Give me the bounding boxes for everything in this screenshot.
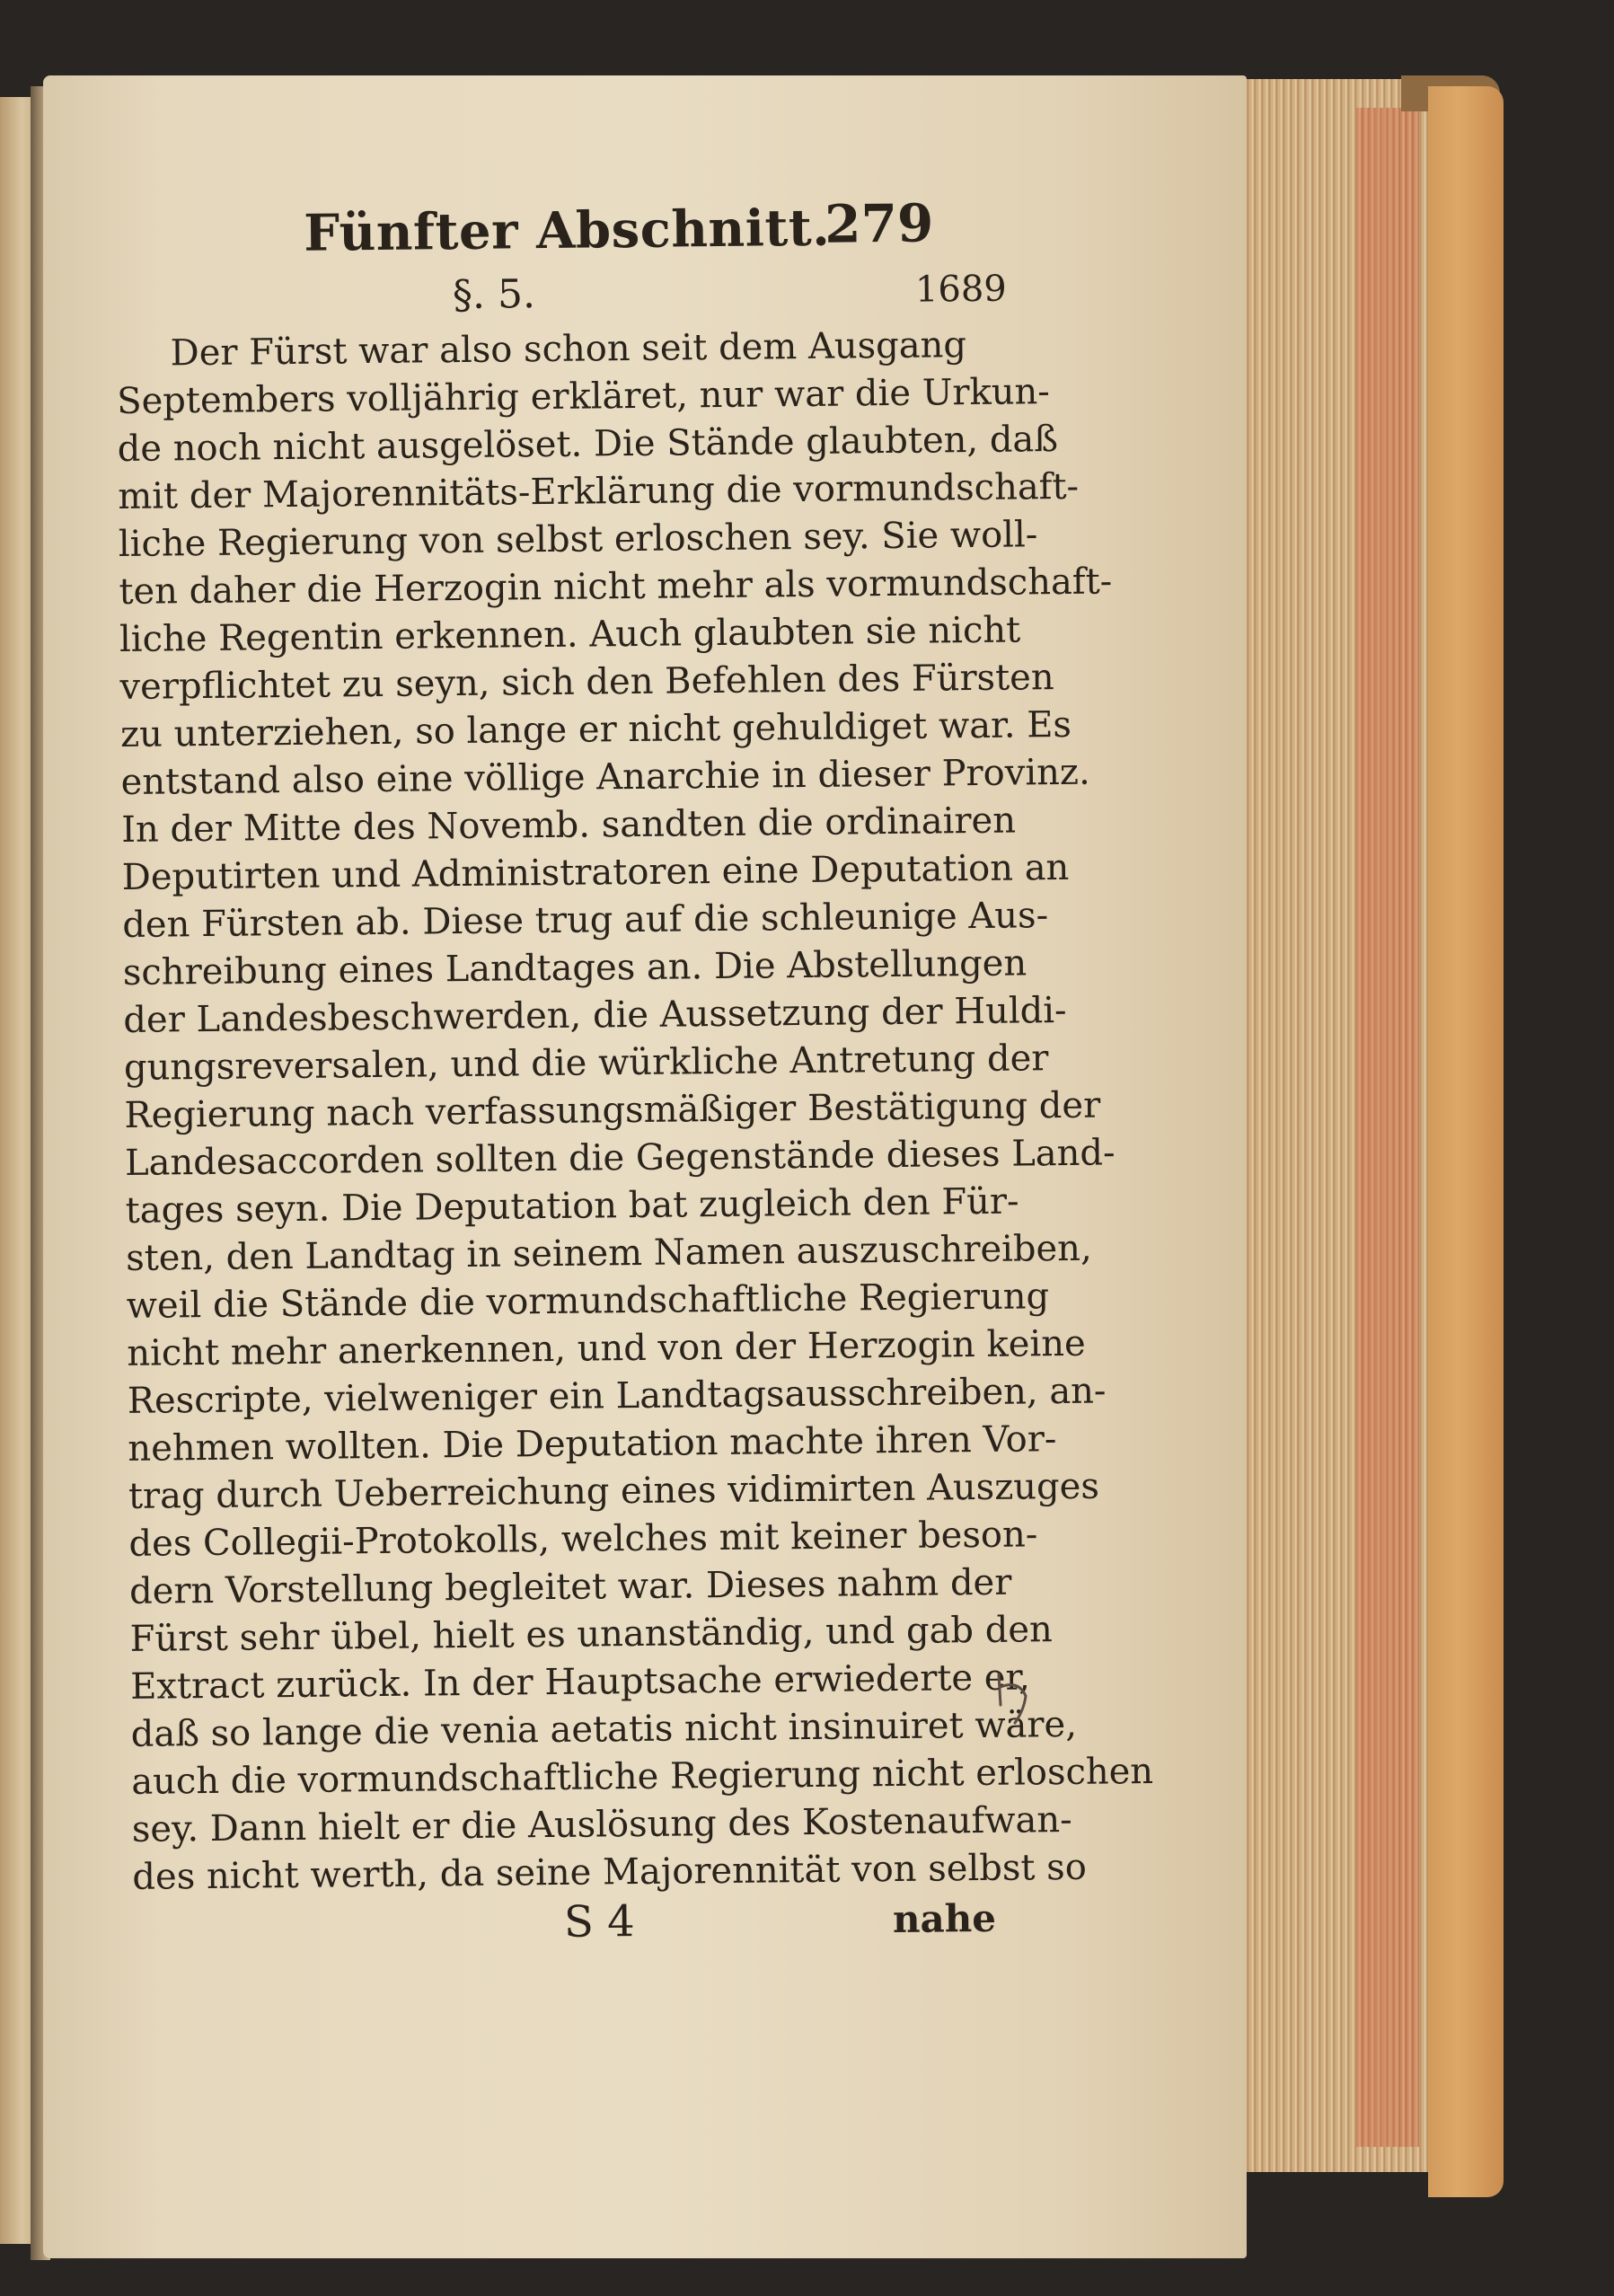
running-header	[115, 192, 1014, 275]
page-footer	[133, 1894, 1032, 1956]
page-text-block	[115, 192, 1154, 1957]
text-line: liche Regentin erkennen. Auch glaubten sie nicht	[119, 609, 1021, 660]
body-text	[116, 322, 1154, 1902]
pencil-mark	[992, 1669, 1033, 1732]
text-line: Landesaccorden sollten die Gegenstände dieses Land-	[124, 1132, 1116, 1184]
page-number: 279	[824, 192, 934, 255]
text-line: Extract zurück. In der Hauptsache erwiederte er,	[129, 1656, 1031, 1708]
text-line: trag durch Ueberreichung eines vidimirten Auszuges	[128, 1465, 1100, 1517]
text-line: der Landesbeschwerden, die Aussetzung der Huldi-	[123, 989, 1067, 1041]
text-line: den Fürsten ab. Diese trug auf die schleunige Aus-	[122, 895, 1049, 946]
text-line: schreibung eines Landtages an. Die Abstellungen	[122, 942, 1027, 993]
text-line: des Collegii-Protokolls, welches mit keiner beson-	[128, 1514, 1038, 1565]
text-line: sten, den Landtag in seinem Namen auszuschreiben,	[125, 1227, 1092, 1279]
text-line: des nicht werth, da seine Majorennität von selbst so	[132, 1846, 1088, 1898]
chapter-title: Fünfter Abschnitt.	[303, 198, 831, 263]
text-line: de noch nicht ausgelöset. Die Stände glaubten, daß	[117, 419, 1059, 470]
text-line: nehmen wollten. Die Deputation machte ihren Vor-	[128, 1418, 1057, 1470]
text-line: weil die Stände die vormundschaftliche Regierung	[126, 1276, 1050, 1327]
text-line: daß so lange die venia aetatis nicht insinuiret wäre,	[130, 1703, 1078, 1755]
text-line: mit der Majorennitäts-Erklärung die vormundschaft-	[118, 465, 1080, 517]
text-line: Regierung nach verfassungsmäßiger Bestätigung der	[124, 1084, 1101, 1136]
red-page-edges	[1356, 108, 1419, 2147]
book-cover-edge	[1428, 86, 1504, 2197]
text-line: Rescripte, vielweniger ein Landtagsausschreiben, an-	[127, 1370, 1107, 1422]
text-line: zu unterziehen, so lange er nicht gehuldiget war. Es	[119, 703, 1072, 755]
text-line: gungsreversalen, und die würkliche Antretung der	[123, 1038, 1049, 1089]
text-line: Fürst sehr übel, hielt es unanständig, und gab den	[129, 1609, 1053, 1660]
section-mark: §. 5.	[452, 271, 536, 319]
text-line: verpflichtet zu seyn, sich den Befehlen des Fürsten	[119, 657, 1054, 708]
section-heading-row	[116, 266, 1015, 331]
catchword: nahe	[892, 1895, 997, 1942]
text-line: auch die vormundschaftliche Regierung nicht erloschen	[131, 1750, 1154, 1803]
text-line: In der Mitte des Novemb. sandten die ordinairen	[120, 799, 1017, 851]
text-line: liche Regierung von selbst erloschen sey. Sie woll-	[118, 514, 1038, 565]
text-line: tages seyn. Die Deputation bat zugleich den Für-	[125, 1180, 1019, 1232]
text-line: ten daher die Herzogin nicht mehr als vormundschaft-	[119, 561, 1113, 613]
text-line: dern Vorstellung begleitet war. Dieses nahm der	[128, 1561, 1012, 1612]
text-line: Septembers volljährig erkläret, nur war die Urkun-	[116, 371, 1051, 422]
signature-mark: S 4	[563, 1896, 635, 1947]
text-line: sey. Dann hielt er die Auslösung des Kostenaufwan-	[131, 1798, 1072, 1850]
text-line: entstand also eine völlige Anarchie in dieser Provinz.	[120, 751, 1090, 803]
text-line: nicht mehr anerkennen, und von der Herzogin keine	[127, 1322, 1086, 1374]
text-line: Deputirten und Administratoren eine Deputation an	[121, 846, 1070, 898]
text-line: Der Fürst war also schon seit dem Ausgang	[170, 324, 967, 375]
margin-year: 1689	[914, 268, 1007, 311]
